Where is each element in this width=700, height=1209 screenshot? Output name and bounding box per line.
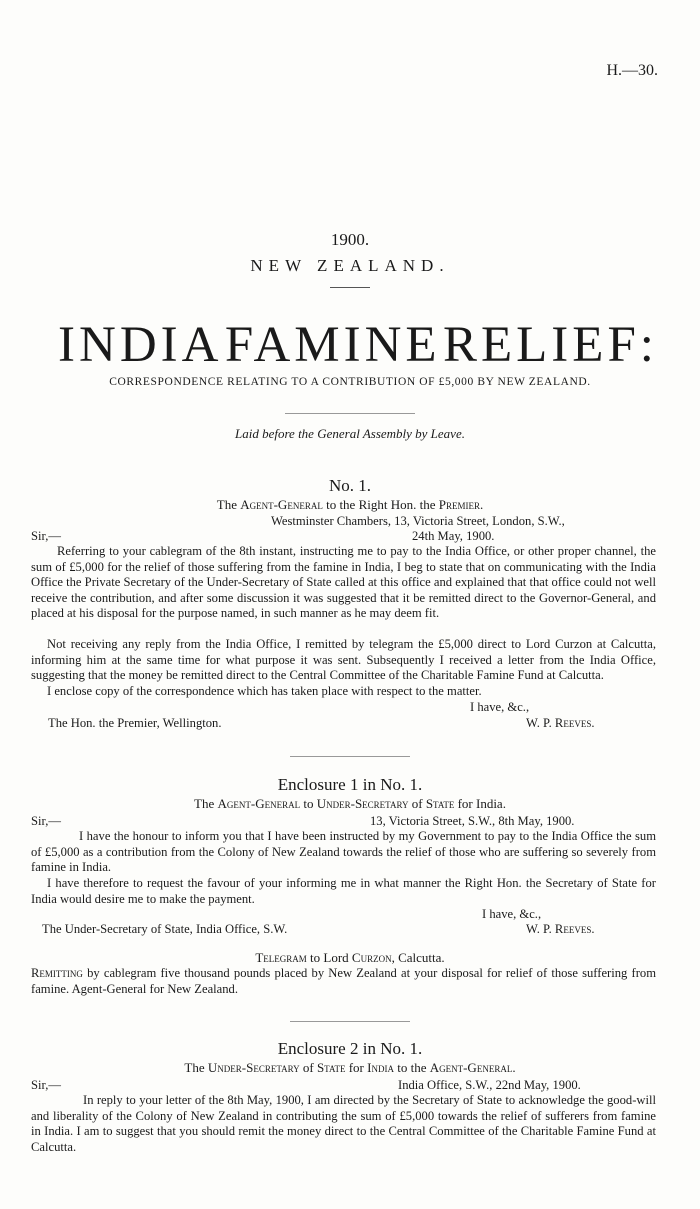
title-word-1: INDIA: [58, 317, 223, 373]
laid-before-note: Laid before the General Assembly by Leave.: [235, 426, 465, 441]
letter-paragraph: I enclose copy of the correspondence which has taken place with respect to the matter.: [47, 684, 482, 698]
divider: [290, 1021, 410, 1022]
document-title: [58, 317, 658, 373]
letter-paragraph: Referring to your cablegram of the 8th instant, instructing me to pay to the India Office, or other proper channel, the sum of £5,000 for the relief of those suffering from the famine in India, I beg to state that on communicating with the India Office the Private Secretary of the Under-Secretary of State called at this office and explained that that office could not well receive the contribution, and after some discussion it was suggested that it be remitted direct to the Governor-General, and placed at his disposal for the purpose named, in such manner as he may deem fit.: [31, 544, 656, 621]
salutation: Sir,—: [31, 529, 61, 543]
enclosure-heading: The Under-Secretary of State for India to the Agent-General.: [184, 1060, 516, 1075]
letter-address: Westminster Chambers, 13, Victoria Street, London, S.W.,: [271, 514, 565, 528]
enclosure-paragraph: I have therefore to request the favour of your informing me in what manner the Right Hon. the Secretary of State for India would desire me to make the payment.: [31, 876, 656, 906]
addressee: The Under-Secretary of State, India Office, S.W.: [42, 922, 288, 936]
letter-heading: The Agent-General to the Right Hon. the Premier.: [216, 497, 484, 512]
salutation: Sir,—: [31, 1078, 61, 1092]
paper-reference: H.—30.: [606, 62, 658, 79]
divider: [285, 413, 415, 414]
enclosure-address-date: 13, Victoria Street, S.W., 8th May, 1900.: [370, 814, 575, 828]
country: NEW ZEALAND.: [250, 256, 450, 275]
divider: [290, 756, 410, 757]
letter-paragraph: Not receiving any reply from the India Office, I remitted by telegram the £5,000 direct to Lord Curzon at Calcutta, informing him at the same time for what purpose it was sent. Subsequently I received a letter from the India Office, suggesting that the money be remitted direct to the Central Committee of the Charitable Famine Fund at Calcutta.: [31, 637, 656, 683]
closing: I have, &c.,: [482, 907, 542, 921]
enclosure-address-date: India Office, S.W., 22nd May, 1900.: [398, 1078, 581, 1092]
enclosure-heading: The Agent-General to Under-Secretary of State for India.: [194, 796, 506, 811]
telegram-heading: Telegram to Lord Curzon, Calcutta.: [255, 950, 445, 965]
signature: W. P. Reeves.: [526, 716, 595, 730]
letter-date: 24th May, 1900.: [412, 529, 495, 543]
salutation: Sir,—: [31, 814, 61, 828]
title-word-2: FAMINE: [224, 317, 441, 373]
title-word-3: RELIEF:: [442, 317, 658, 373]
year: 1900.: [330, 230, 370, 249]
document-subtitle: CORRESPONDENCE RELATING TO A CONTRIBUTION OF £5,000 BY NEW ZEALAND.: [109, 376, 591, 388]
letter-number: No. 1.: [328, 476, 372, 495]
enclosure-paragraph: In reply to your letter of the 8th May, 1900, I am directed by the Secretary of State to acknowledge the good-will and liberality of the Colony of New Zealand in contributing the sum of £5,000 towards the relief of sufferers from famine in India. I am to suggest that you should remit the money direct to the Central Committee of the Charitable Famine Fund at Calcutta.: [31, 1093, 656, 1154]
enclosure-title: Enclosure 1 in No. 1.: [277, 775, 423, 794]
telegram-body: Remitting by cablegram five thousand pounds placed by New Zealand at your disposal for relief of those suffering from famine. Agent-General for New Zealand.: [31, 966, 656, 996]
enclosure-paragraph: I have the honour to inform you that I have been instructed by my Government to pay to the India Office the sum of £5,000 as a contribution from the Colony of New Zealand towards the relief of those who are suffering so severely from famine in India.: [31, 829, 656, 875]
closing: I have, &c.,: [470, 700, 530, 714]
divider: [330, 287, 370, 288]
enclosure-title: Enclosure 2 in No. 1.: [277, 1039, 423, 1058]
addressee: The Hon. the Premier, Wellington.: [48, 716, 222, 730]
signature: W. P. Reeves.: [526, 922, 595, 936]
